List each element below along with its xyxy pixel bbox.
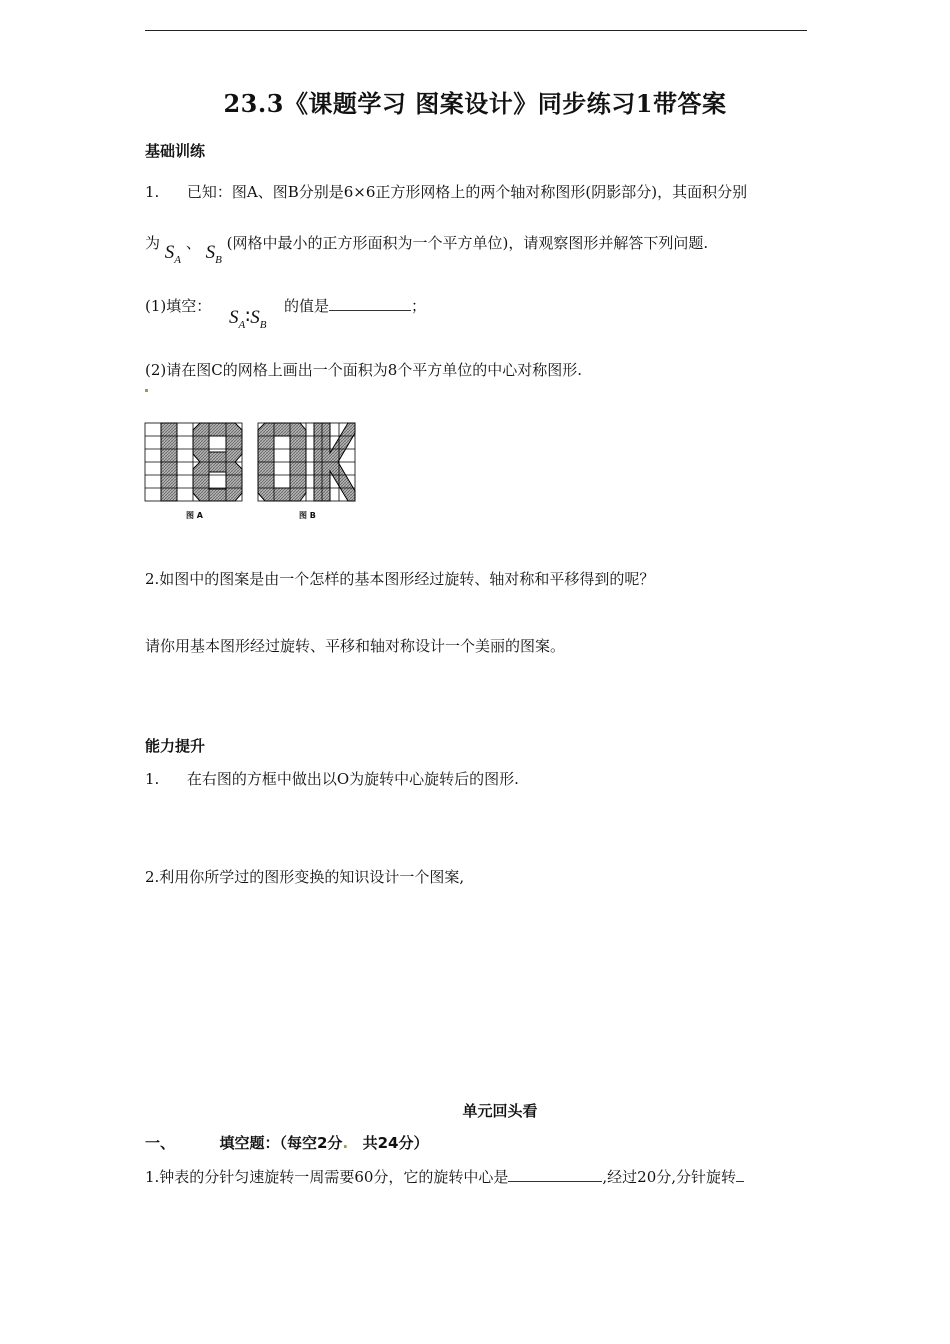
ability-q1-text: 在右图的方框中做出以O为旋转中心旋转后的图形. bbox=[186, 770, 519, 788]
fill-section-heading bbox=[145, 1132, 428, 1153]
q1-line1 bbox=[145, 181, 747, 202]
q1-number: 1. bbox=[145, 183, 160, 201]
q1-separator: 、 bbox=[185, 234, 201, 252]
answer-blank-rotation-angle[interactable] bbox=[736, 1167, 744, 1182]
math-ratio: $S_A∶S_B$ bbox=[229, 307, 267, 331]
unit-review-title: 单元回头看 bbox=[462, 1102, 538, 1120]
marker-dot bbox=[145, 389, 148, 392]
fill-section-dot: . bbox=[342, 1134, 349, 1152]
q1-line2 bbox=[145, 232, 709, 266]
figure-b bbox=[258, 423, 355, 501]
math-sa: $S_A$ bbox=[164, 242, 182, 266]
ability-q1-number: 1. bbox=[145, 770, 160, 788]
q2-line2: 请你用基本图形经过旋转、平移和轴对称设计一个美丽的图案。 bbox=[145, 637, 566, 655]
q1-fill-end: ； bbox=[411, 297, 427, 315]
header-rule bbox=[145, 30, 807, 31]
section-heading-basic: 基础训练 bbox=[145, 142, 206, 160]
answer-blank-rotation-center[interactable] bbox=[508, 1167, 602, 1182]
unit-q1 bbox=[145, 1166, 744, 1187]
figure-a bbox=[145, 423, 242, 501]
caption-figure-a: 图 A bbox=[186, 511, 203, 520]
section-heading-ability: 能力提升 bbox=[145, 737, 206, 755]
fill-section-number: 一、 bbox=[145, 1134, 176, 1152]
grid-figures bbox=[144, 420, 364, 520]
q2-line1: 2.如图中的图案是由一个怎样的基本图形经过旋转、轴对称和平移得到的呢？ bbox=[145, 570, 655, 588]
q1-text-line1: 已知：图A、图B分别是6×6正方形网格上的两个轴对称图形(阴影部分)，其面积分别 bbox=[186, 183, 748, 201]
unit-q1-part1: 1.钟表的分针匀速旋转一周需要60分，它的旋转中心是 bbox=[145, 1168, 509, 1186]
q1-fill-blank-line bbox=[284, 295, 426, 316]
caption-figure-b: 图 B bbox=[299, 511, 316, 520]
q1-fill-label: (1)填空： bbox=[145, 297, 212, 315]
fill-section-label: 填空题：（每空2分 bbox=[219, 1134, 343, 1152]
page-title: 23.3《课题学习 图案设计》同步练习1带答案 bbox=[223, 89, 727, 118]
figure-ab bbox=[144, 420, 364, 524]
q1-part2: (2)请在图C的网格上画出一个面积为8个平方单位的中心对称图形. bbox=[145, 361, 583, 379]
q1-fill-after: 的值是 bbox=[284, 297, 330, 315]
fill-section-tail: 共24分） bbox=[362, 1134, 429, 1152]
unit-q1-part2: ,经过20分,分针旋转 bbox=[602, 1168, 737, 1186]
ability-q1 bbox=[145, 768, 519, 789]
math-sb: $S_B$ bbox=[205, 242, 222, 266]
q1-line2-suffix: (网格中最小的正方形面积为一个平方单位)，请观察图形并解答下列问题. bbox=[226, 234, 709, 252]
ability-q2: 2.利用你所学过的图形变换的知识设计一个图案, bbox=[145, 868, 465, 886]
answer-blank-ratio[interactable] bbox=[329, 296, 411, 311]
q1-line2-prefix: 为 bbox=[145, 234, 161, 252]
